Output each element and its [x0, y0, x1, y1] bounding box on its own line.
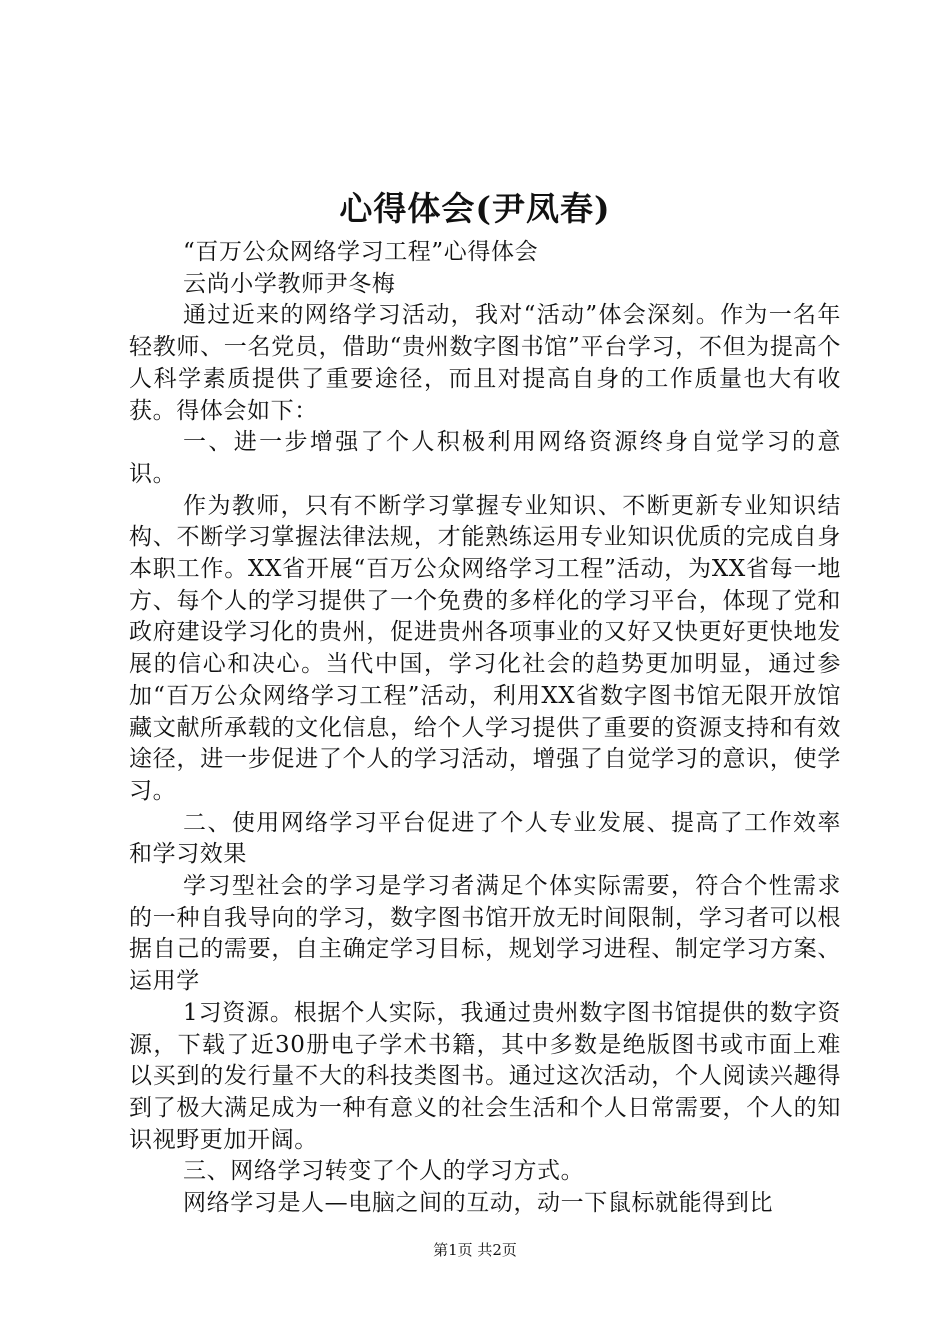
paragraph-body-1: 作为教师，只有不断学习掌握专业知识、不断更新专业知识结构、不断学习掌握法律法规，才能熟练运用专业知识优质的完成自身本职工作。XX省开展“百万公众网络学习工程”活动，为XX省每一地方、每个人的学习提供了一个免费的多样化的学习平台，体现了党和政府建设学习化的贵州，促进贵州各项事业的又好又快更好更快地发展的信心和决心。当代中国，学习化社会的趋势更加明显，通过参加“百万公众网络学习工程”活动，利用XX省数字图书馆无限开放馆藏文献所承载的文化信息，给个人学习提供了重要的资源支持和有效途径，进一步促进了个人的学习活动，增强了自觉学习的意识，使学习。: [129, 492, 841, 804]
paragraph-body-4: 网络学习是人—电脑之间的互动，动一下鼠标就能得到比: [183, 1190, 774, 1217]
page-number-footer: 第1页 共2页: [433, 1241, 517, 1259]
paragraph-heading-1: 一、进一步增强了个人积极利用网络资源终身自觉学习的意识。: [129, 429, 841, 487]
paragraph-subtitle: “百万公众网络学习工程”心得体会: [183, 239, 539, 265]
paragraph-heading-3: 三、网络学习转变了个人的学习方式。: [183, 1158, 585, 1185]
paragraph-body-2: 学习型社会的学习是学习者满足个体实际需要，符合个性需求的一种自我导向的学习，数字图书馆开放无时间限制，学习者可以根据自己的需要，自主确定学习目标，规划学习进程、制定学习方案、运用学: [129, 873, 841, 995]
paragraph-author: 云尚小学教师尹冬梅: [183, 270, 396, 297]
paragraph-intro: 通过近来的网络学习活动，我对“活动”体会深刻。作为一名年轻教师、一名党员，借助“贵州数字图书馆”平台学习，不但为提高个人科学素质提供了重要途径，而且对提高自身的工作质量也大有收获。得体会如下：: [129, 302, 841, 424]
document-body: [129, 237, 841, 1220]
paragraph-body-3: 1习资源。根据个人实际，我通过贵州数字图书馆提供的数字资源，下载了近30册电子学术书籍，其中多数是绝版图书或市面上难以买到的发行量不大的科技类图书。通过这次活动，个人阅读兴趣得到了极大满足成为一种有意义的社会生活和个人日常需要，个人的知识视野更加开阔。: [129, 999, 841, 1153]
paragraph-heading-2: 二、使用网络学习平台促进了个人专业发展、提高了工作效率和学习效果: [129, 809, 841, 868]
document-title: 心得体会(尹凤春): [339, 189, 611, 228]
